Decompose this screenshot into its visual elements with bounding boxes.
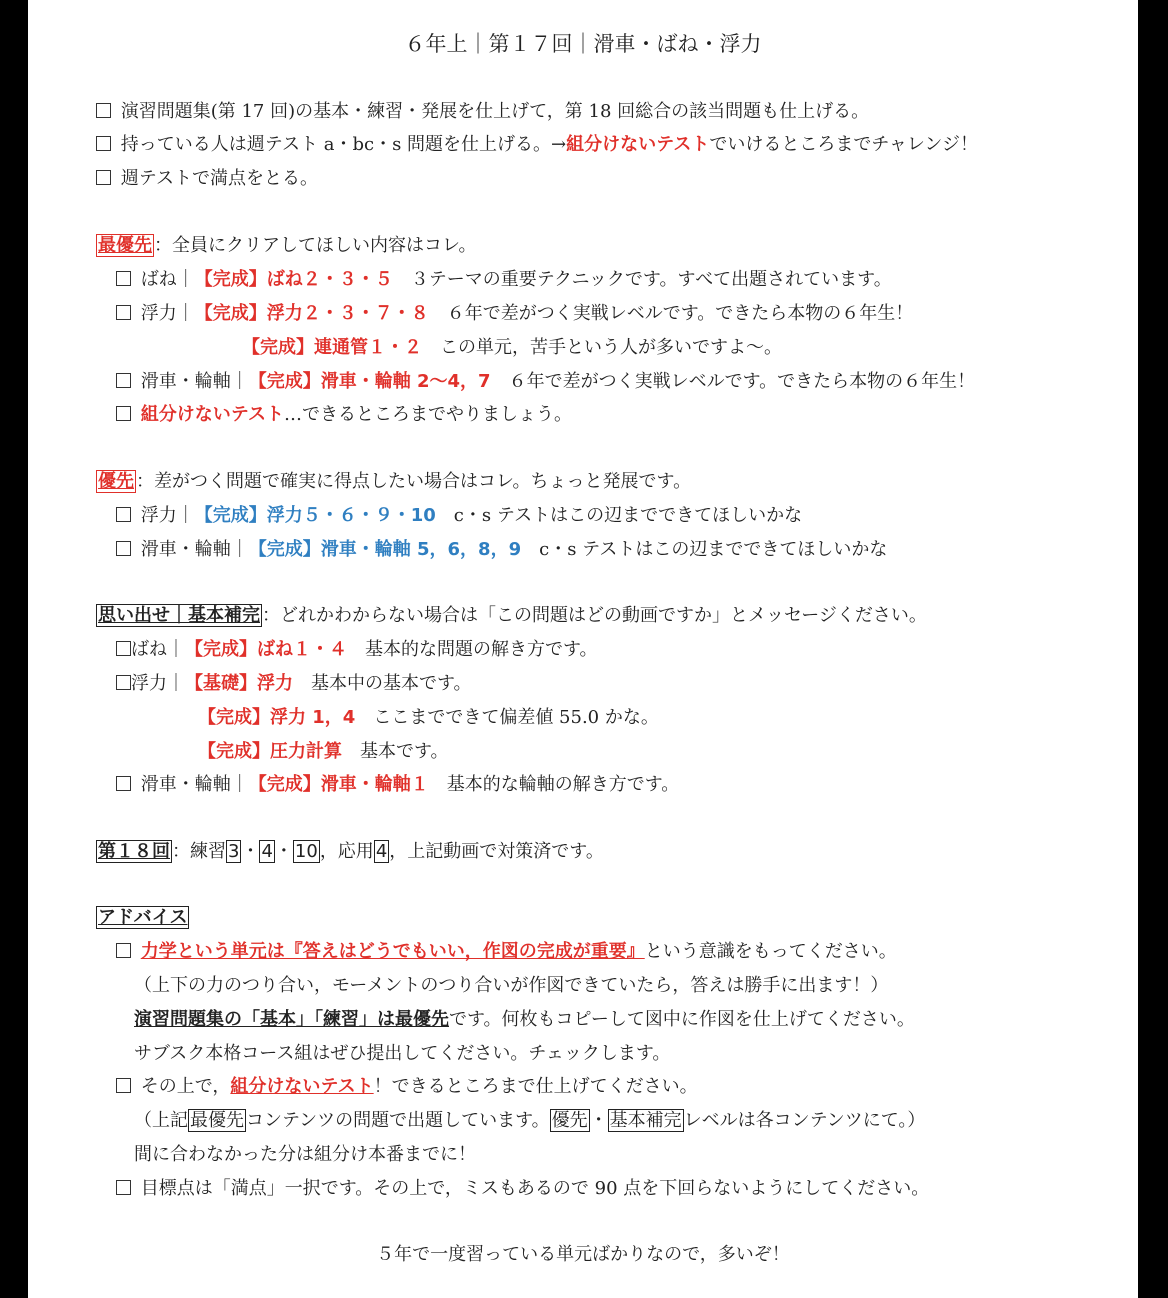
list-item [116,302,913,326]
page-title: ６年上｜第１７回｜滑車・ばね・浮力 [404,32,762,56]
content-link[interactable]: 【完成】浮力５・６・９・10 [194,505,436,526]
round-text: ，上記動画で対策済です。 [389,841,604,862]
list-item [242,336,782,360]
advice-note [134,1008,915,1032]
checkbox-icon[interactable] [116,507,131,522]
footer-note: ５年で一度習っている単元ばかりなので，多いぞ！ [376,1244,790,1265]
item-note: 基本的な問題の解き方です。 [365,639,598,660]
boxed-tag: 基本補完 [609,1110,682,1131]
advice-emphasis: 演習問題集の「基本」「練習」は最優先 [134,1009,449,1030]
list-item [116,504,802,528]
item-label: ばね｜ [131,639,185,660]
goal-text: でいけるところまでチャレンジ！ [709,134,978,155]
item-label: 滑車・輪軸｜ [140,774,249,795]
checkbox-icon[interactable] [116,675,131,690]
separator: ・ [589,1110,608,1131]
item-note: ６年で差がつく実戦レベルです。できたら本物の６年生！ [508,371,976,392]
advice-text: です。何枚もコピーして図中に作図を仕上げてください。 [449,1009,915,1030]
round-text: ，応用 [319,841,374,862]
content-link[interactable]: 【完成】滑車・輪軸１ [248,774,429,795]
list-item [116,672,472,696]
section-basic-heading [96,604,927,628]
section-priority-heading [96,470,691,494]
goal-item-1 [96,100,869,124]
checkbox-icon[interactable] [116,373,131,388]
list-item [116,638,598,662]
problem-number: 3 [228,841,240,862]
checkbox-icon[interactable] [116,406,131,421]
list-item [116,538,887,562]
checkbox-icon[interactable] [116,641,131,656]
goal-item-2 [96,133,978,157]
list-item [198,740,449,764]
goal-text: 週テストで満点をとる。 [120,168,319,189]
section-label: アドバイス [98,907,188,928]
separator: ・ [274,841,293,862]
section-desc: ：どれかわからない場合は「この問題はどの動画ですか」とメッセージください。 [262,605,927,626]
item-label: 浮力｜ [131,673,185,694]
checkbox-icon[interactable] [116,271,131,286]
advice-highlight: 力学という単元は『答えはどうでもいい，作図の完成が重要』 [140,941,645,962]
section-label: 優先 [98,471,134,492]
advice-note: （上下の力のつり合い，モーメントのつり合いが作図できていたら，答えは勝手に出ます！） [134,975,889,996]
goal-text: 演習問題集(第 17 回)の基本・練習・発展を仕上げて，第 18 回総合の該当問題も仕上げる。 [120,101,870,122]
section-desc: ：全員にクリアしてほしい内容はコレ。 [154,235,477,256]
advice-text: その上で， [140,1076,231,1097]
item-note: …できるところまでやりましょう。 [284,404,573,425]
content-link[interactable]: 【完成】浮力 1，4 [198,707,356,728]
boxed-tag: 最優先 [190,1110,244,1131]
advice-text: （上記 [134,1110,188,1131]
content-link[interactable]: 【完成】ばね１・４ [185,639,347,660]
advice-item [116,940,897,964]
item-note: c・s テストはこの辺までできてほしいかな [539,539,888,560]
problem-number: 4 [375,841,388,862]
item-note: 基本中の基本です。 [311,673,472,694]
content-link[interactable]: 【基礎】浮力 [185,673,293,694]
boxed-tag: 優先 [551,1110,588,1131]
checkbox-icon[interactable] [96,170,111,185]
list-item [116,370,975,394]
problem-number: 4 [261,841,273,862]
checkbox-icon[interactable] [116,1078,131,1093]
goal-text: 持っている人は週テスト a・bc・s 問題を仕上げる。→ [120,134,567,155]
round-text: ：練習 [172,841,226,862]
section-round18 [96,840,604,864]
advice-text: という意識をもってください。 [644,941,897,962]
section-label: 思い出せ｜基本補完 [98,605,260,626]
section-top-priority-heading [96,234,477,258]
advice-text: ！できるところまで仕上げてください。 [373,1076,698,1097]
checkbox-icon[interactable] [116,541,131,556]
item-note: この単元，苦手という人が多いですよ〜。 [440,337,782,358]
item-label: 滑車・輪軸｜ [140,371,249,392]
content-link[interactable]: 【完成】圧力計算 [198,741,342,762]
item-label: 浮力｜ [140,505,195,526]
checkbox-icon[interactable] [96,103,111,118]
item-label: 浮力｜ [140,303,195,324]
item-label: 滑車・輪軸｜ [140,539,249,560]
item-note: ここまでできて偏差値 55.0 かな。 [373,707,659,728]
advice-note [134,1109,925,1133]
list-item [116,403,572,427]
section-label: 最優先 [98,235,152,256]
item-note: ３テーマの重要テクニックです。すべて出題されています。 [410,269,892,290]
content-link[interactable]: 【完成】ばね２・３・５ [194,269,393,290]
goal-item-3 [96,167,318,191]
content-link[interactable]: 【完成】連通管１・２ [242,337,422,358]
advice-highlight: 組分けないテスト [230,1076,374,1097]
item-note: ６年で差がつく実戦レベルです。できたら本物の６年生！ [446,303,914,324]
list-item [198,706,659,730]
checkbox-icon[interactable] [116,943,131,958]
advice-note: サブスク本格コース組はぜひ提出してください。チェックします。 [134,1043,671,1064]
advice-text: レベルは各コンテンツにて。） [683,1110,926,1131]
checkbox-icon[interactable] [116,1180,131,1195]
content-link[interactable]: 【完成】滑車・輪軸 2〜4，7 [248,371,491,392]
highlight-text: 組分けないテスト [566,134,710,155]
item-note: 基本的な輪軸の解き方です。 [446,774,680,795]
section-label: 第１８回 [98,841,170,862]
separator: ・ [241,841,260,862]
content-link[interactable]: 組分けないテスト [140,404,285,425]
item-note: 基本です。 [360,741,449,762]
advice-text: コンテンツの問題で出題しています。 [246,1110,550,1131]
problem-number: 10 [294,841,318,862]
advice-item [116,1177,929,1201]
advice-item [116,1075,698,1099]
content-link[interactable]: 【完成】浮力２・３・７・８ [194,303,429,324]
list-item [116,773,679,797]
section-desc: ：差がつく問題で確実に得点したい場合はコレ。ちょっと発展です。 [136,471,692,492]
item-note: c・s テストはこの辺までできてほしいかな [453,505,803,526]
section-advice-heading [96,906,189,930]
document-page [28,0,1138,1298]
advice-text: 目標点は「満点」一択です。その上で，ミスもあるので 90 点を下回らないようにしてください。 [140,1178,930,1199]
checkbox-icon[interactable] [96,136,111,151]
checkbox-icon[interactable] [116,305,131,320]
checkbox-icon[interactable] [116,776,131,791]
item-label: ばね｜ [140,269,195,290]
content-link[interactable]: 【完成】滑車・輪軸 5，6，8，9 [248,539,522,560]
advice-note: 間に合わなかった分は組分け本番までに！ [134,1144,476,1165]
list-item [116,268,892,292]
